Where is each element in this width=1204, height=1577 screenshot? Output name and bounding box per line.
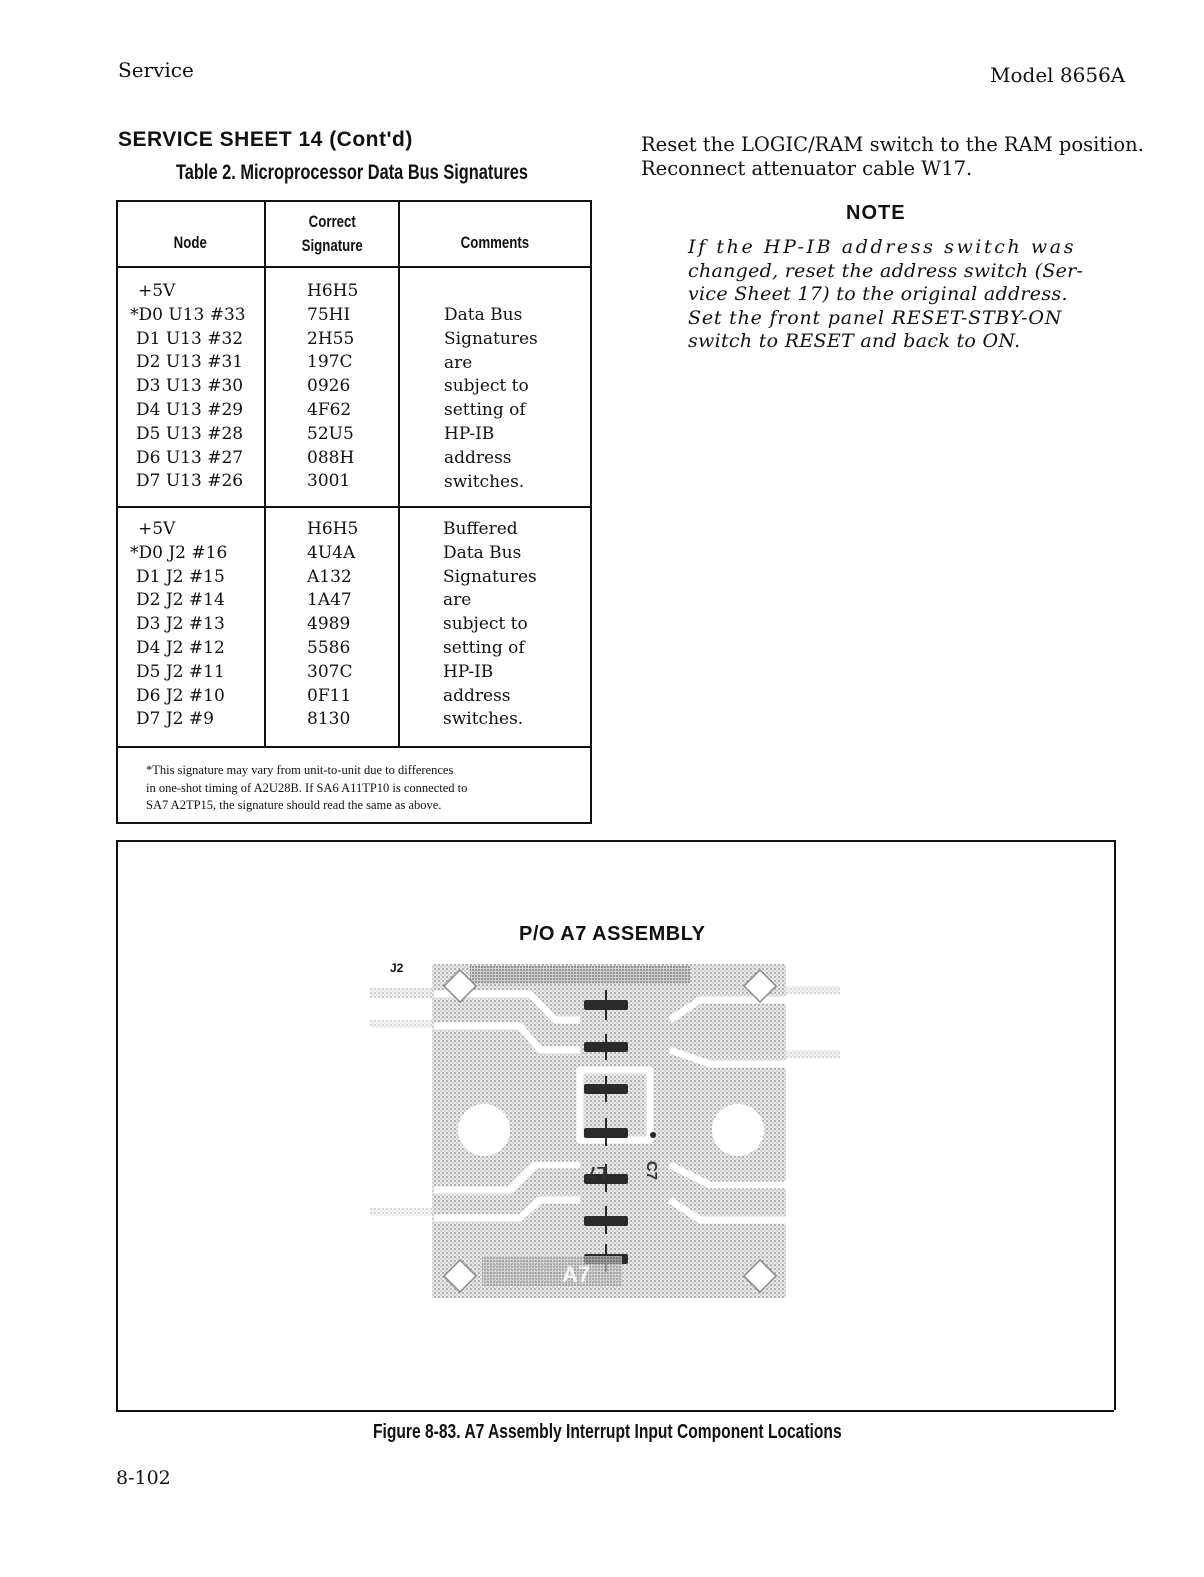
note-body — [688, 236, 1083, 354]
table-cell: address — [443, 685, 511, 706]
table-cell: 3001 — [307, 471, 351, 492]
column-divider-2 — [398, 200, 400, 748]
table-cell: are — [444, 352, 473, 373]
footnote-rule — [116, 746, 592, 748]
group1-signatures — [307, 280, 358, 494]
table-cell: Data Bus — [443, 542, 522, 563]
mounting-hole — [458, 1104, 510, 1156]
table-cell: subject to — [443, 614, 528, 635]
table-caption: Table 2. Microprocessor Data Bus Signatures — [176, 161, 528, 184]
note-line: Set the front panel RESET-STBY-ON — [688, 306, 1063, 329]
section-title: SERVICE SHEET 14 (Cont'd) — [118, 128, 413, 151]
table-cell: H6H5 — [307, 281, 359, 301]
table-cell: 4F62 — [307, 399, 352, 420]
a7-assembly-photo — [370, 960, 840, 1305]
header-rule — [116, 266, 592, 268]
table-cell: 75HI — [307, 304, 351, 325]
table-cell: 0926 — [307, 376, 351, 397]
board-silkscreen-label: A7 — [562, 1262, 591, 1287]
table-cell: D3 J2 #13 — [136, 614, 225, 635]
table-cell: D7 U13 #26 — [136, 471, 244, 492]
figure-caption: Figure 8-83. A7 Assembly Interrupt Input Component Locations — [373, 1421, 842, 1443]
table-cell: Signatures — [444, 328, 538, 349]
figure-bottom-rule — [116, 1410, 1114, 1412]
l7-label: L7 — [588, 1163, 607, 1180]
note-line: changed, reset the address switch (Ser- — [688, 259, 1084, 282]
table-cell: switches. — [444, 471, 525, 492]
table-cell: Data Bus — [444, 305, 523, 325]
table-border-left — [116, 200, 118, 824]
table-cell: *D0 J2 #16 — [130, 542, 228, 563]
group2-nodes — [130, 518, 227, 732]
table-cell: D1 J2 #15 — [136, 566, 225, 587]
table-cell: D5 U13 #28 — [136, 423, 244, 444]
note-line: vice Sheet 17) to the original address. — [688, 283, 1068, 305]
table-footnote — [146, 762, 576, 815]
table-cell: 5586 — [307, 637, 351, 658]
table-cell: 4989 — [307, 614, 351, 635]
table-cell: setting of — [443, 637, 525, 658]
signature-table — [116, 200, 592, 826]
table-cell: HP-IB — [444, 423, 495, 444]
table-cell: H6H5 — [307, 519, 359, 539]
mounting-hole — [712, 1104, 764, 1156]
table-cell: D7 J2 #9 — [136, 709, 214, 730]
table-cell: D4 U13 #29 — [136, 399, 244, 420]
table-cell: 8130 — [307, 709, 351, 730]
table-cell: 197C — [307, 352, 353, 373]
table-cell: 1A47 — [307, 590, 352, 611]
edge-connector — [470, 966, 690, 984]
j2-label: J2 — [390, 961, 404, 975]
table-cell: 307C — [307, 661, 353, 682]
note-title: NOTE — [846, 202, 906, 224]
procedure-line: Reconnect attenuator cable W17. — [641, 157, 973, 180]
table-cell: 088H — [307, 447, 355, 468]
table-cell: D3 U13 #30 — [136, 376, 244, 397]
running-header-right: Model 8656A — [990, 63, 1126, 87]
table-border-right — [590, 200, 592, 824]
table-cell: +5V — [138, 281, 176, 301]
table-cell: setting of — [444, 400, 526, 421]
page-number: 8-102 — [116, 1467, 171, 1489]
table-cell: switches. — [443, 709, 524, 730]
table-cell: D2 U13 #31 — [136, 352, 244, 373]
table-cell: D4 J2 #12 — [136, 637, 225, 658]
header-node: Node — [173, 233, 207, 252]
table-cell: D6 J2 #10 — [136, 685, 225, 706]
group1-nodes — [130, 280, 246, 494]
note-line: switch to RESET and back to ON. — [688, 330, 1021, 352]
running-header-left: Service — [118, 58, 194, 82]
header-comments: Comments — [460, 233, 530, 252]
table-cell: D2 J2 #14 — [136, 590, 225, 611]
table-cell: A132 — [307, 566, 352, 587]
table-cell: D6 U13 #27 — [136, 447, 244, 468]
table-cell: 0F11 — [307, 685, 352, 706]
table-cell: 52U5 — [307, 423, 354, 444]
group2-comments — [443, 518, 537, 732]
procedure-line: Reset the LOGIC/RAM switch to the RAM position. — [641, 133, 1144, 156]
table-cell: 2H55 — [307, 328, 355, 349]
table-cell: Buffered — [443, 519, 518, 539]
figure-top-rule — [116, 840, 1114, 842]
table-cell: are — [443, 590, 472, 611]
procedure-text — [641, 133, 1144, 181]
table-cell: subject to — [444, 376, 529, 397]
table-cell: address — [444, 447, 512, 468]
group2-signatures — [307, 518, 358, 732]
table-cell: HP-IB — [443, 661, 494, 682]
table-cell: Signatures — [443, 566, 537, 587]
table-cell: *D0 U13 #33 — [130, 304, 246, 325]
table-bottom-rule — [116, 822, 592, 824]
table-cell: +5V — [138, 519, 176, 539]
table-cell: D1 U13 #32 — [136, 328, 244, 349]
group1-comments — [444, 304, 538, 494]
column-divider-1 — [264, 200, 266, 748]
footnote-line: *This signature may vary from unit-to-unit due to differences — [146, 763, 454, 777]
footnote-line: SA7 A2TP15, the signature should read the same as above. — [146, 798, 442, 812]
group-rule — [116, 506, 592, 508]
table-cell: 4U4A — [307, 542, 356, 563]
table-cell: D5 J2 #11 — [136, 661, 225, 682]
c7-label: C7 — [643, 1160, 661, 1181]
header-signature: Correct Signature — [301, 212, 363, 255]
note-line: If the HP-IB address switch was — [688, 236, 1077, 258]
footnote-line: in one-shot timing of A2U28B. If SA6 A11TP10 is connected to — [146, 780, 468, 795]
table-top-rule — [116, 200, 592, 202]
figure-title: P/O A7 ASSEMBLY — [519, 923, 706, 945]
